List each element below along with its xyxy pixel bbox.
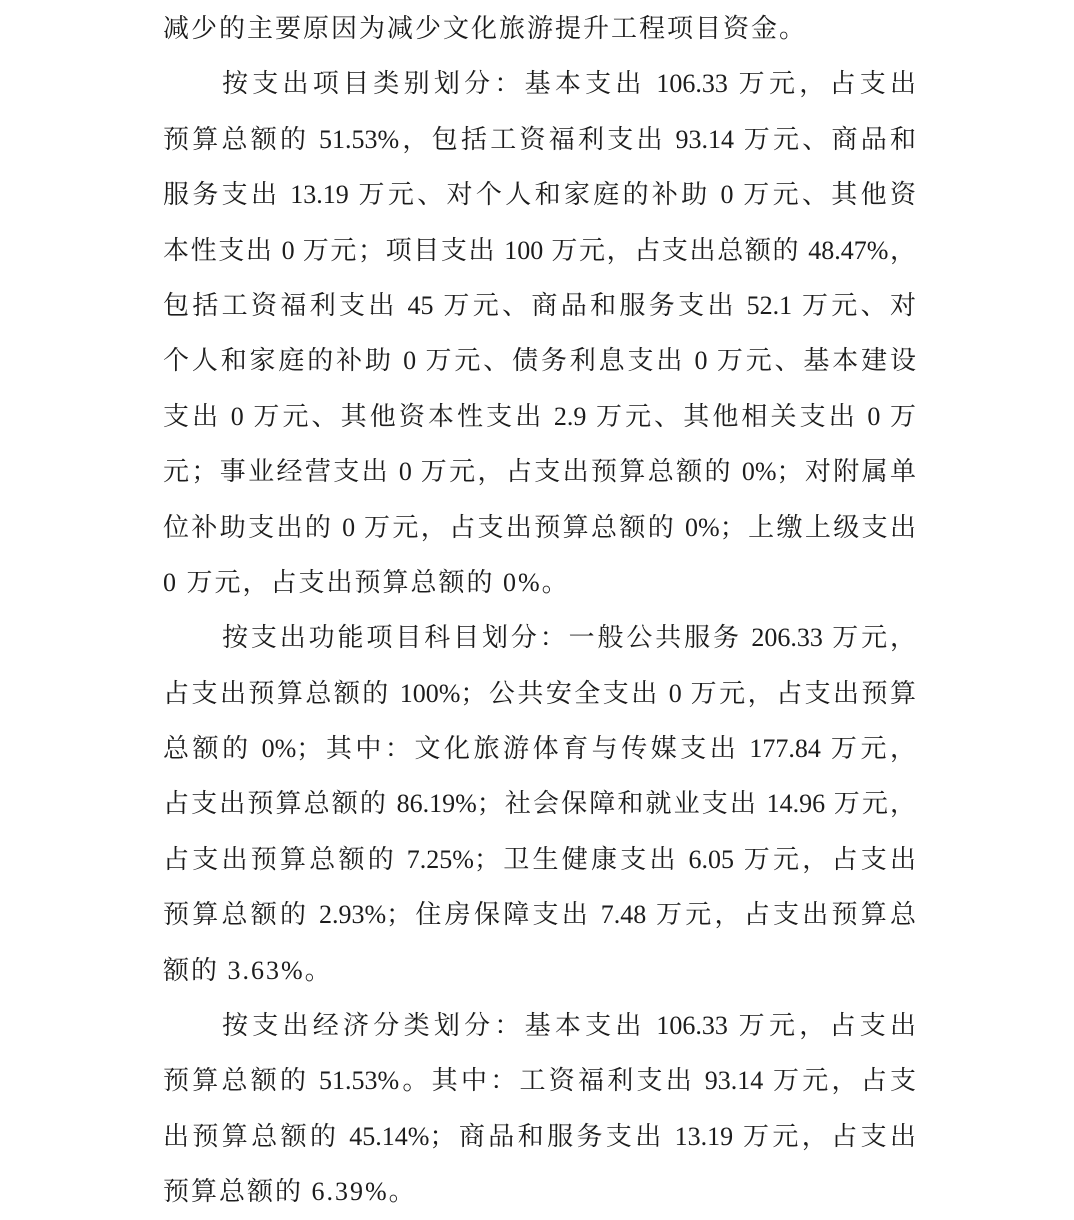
text-line: 总额的 0%；其中：文化旅游体育与传媒支出 177.84 万元， [163, 734, 916, 764]
text-line: 本性支出 0 万元；项目支出 100 万元，占支出总额的 48.47%， [163, 235, 916, 265]
text-line: 占支出预算总额的 7.25%；卫生健康支出 6.05 万元，占支出 [163, 844, 916, 874]
text-line: 占支出预算总额的 100%；公共安全支出 0 万元，占支出预算 [163, 678, 916, 708]
text-line: 占支出预算总额的 86.19%；社会保障和就业支出 14.96 万元， [163, 789, 916, 819]
document-body [163, 1, 916, 1220]
text-line: 预算总额的 6.39%。 [163, 1177, 417, 1207]
paragraph-reason [163, 1, 916, 56]
paragraph-by-item-category [163, 56, 916, 610]
text-line: 支出 0 万元、其他资本性支出 2.9 万元、其他相关支出 0 万 [163, 401, 916, 431]
text-line: 按支出功能项目科目划分：一般公共服务 206.33 万元， [222, 623, 916, 653]
text-line: 服务支出 13.19 万元、对个人和家庭的补助 0 万元、其他资 [163, 180, 916, 210]
paragraph-by-economic-class [163, 998, 916, 1220]
text-line: 出预算总额的 45.14%；商品和服务支出 13.19 万元，占支出 [163, 1121, 916, 1151]
text-line: 位补助支出的 0 万元，占支出预算总额的 0%；上缴上级支出 [163, 512, 916, 542]
text-line: 0 万元，占支出预算总额的 0%。 [163, 567, 570, 597]
text-line: 预算总额的 2.93%；住房保障支出 7.48 万元，占支出预算总 [163, 900, 916, 930]
text-line: 预算总额的 51.53%，包括工资福利支出 93.14 万元、商品和 [163, 124, 916, 154]
text-line: 预算总额的 51.53%。其中：工资福利支出 93.14 万元，占支 [163, 1066, 916, 1096]
text-line: 额的 3.63%。 [163, 955, 333, 985]
text-line: 按支出项目类别划分：基本支出 106.33 万元，占支出 [222, 69, 916, 99]
text-line: 个人和家庭的补助 0 万元、债务利息支出 0 万元、基本建设 [163, 346, 916, 376]
text-line: 按支出经济分类划分：基本支出 106.33 万元，占支出 [222, 1011, 916, 1041]
text-line: 包括工资福利支出 45 万元、商品和服务支出 52.1 万元、对 [163, 290, 916, 320]
text-line: 减少的主要原因为减少文化旅游提升工程项目资金。 [163, 14, 808, 43]
paragraph-by-function [163, 610, 916, 998]
text-line: 元；事业经营支出 0 万元，占支出预算总额的 0%；对附属单 [163, 457, 916, 487]
